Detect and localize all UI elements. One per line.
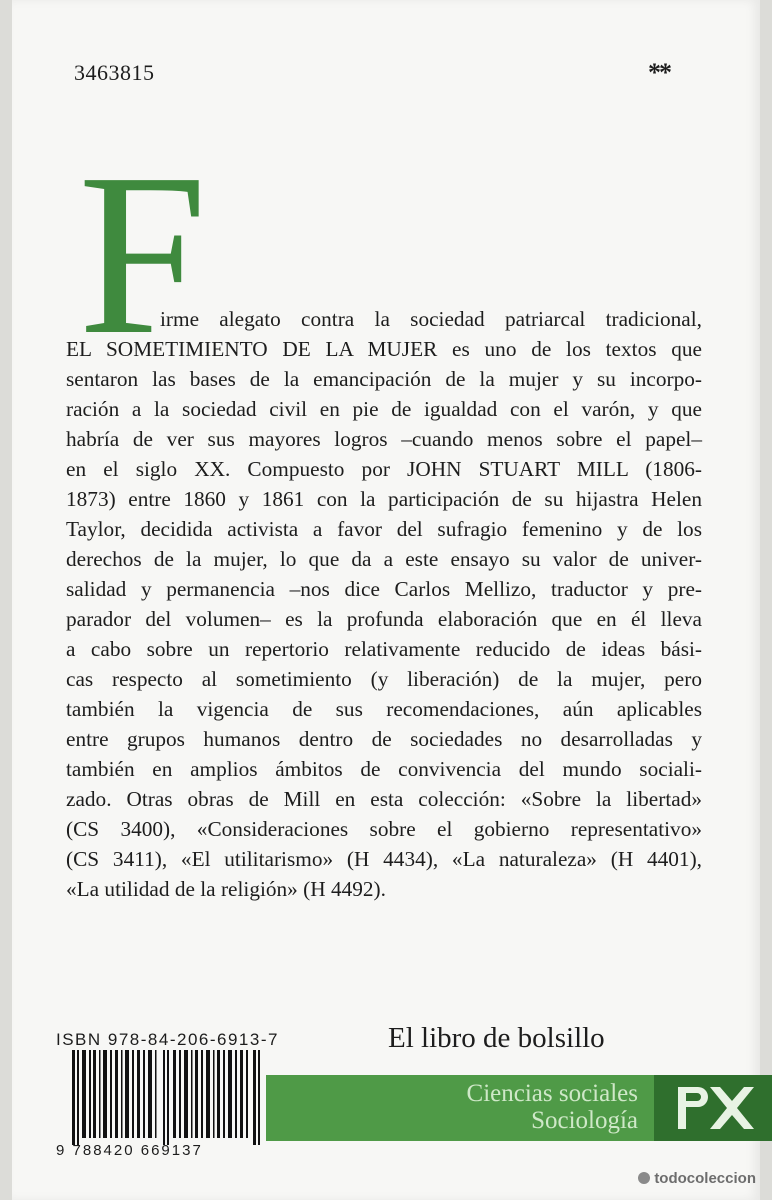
reference-number: 3463815 bbox=[74, 60, 155, 85]
barcode-icon bbox=[72, 1050, 262, 1145]
publisher-logo-icon bbox=[654, 1075, 772, 1141]
synopsis-line: también en amplios ámbitos de convivencia del mundo sociali- bbox=[66, 757, 702, 781]
synopsis-line: en el siglo XX. Compuesto por JOHN STUART MILL (1806- bbox=[66, 457, 702, 481]
site-watermark bbox=[638, 1170, 756, 1187]
category-band bbox=[266, 1075, 772, 1141]
synopsis-line: zado. Otras obras de Mill en esta colección: «Sobre la libertad» bbox=[66, 787, 702, 811]
isbn-label: ISBN 978-84-206-6913-7 bbox=[56, 1030, 279, 1049]
synopsis-line: derechos de la mujer, lo que da a este ensayo su valor de univer- bbox=[66, 547, 702, 571]
category-label: Ciencias sociales bbox=[466, 1080, 638, 1107]
synopsis-line: (CS 3411), «El utilitarismo» (H 4434), «La naturaleza» (H 4401), bbox=[66, 847, 702, 871]
synopsis-line: (CS 3400), «Consideraciones sobre el gobierno representativo» bbox=[66, 817, 702, 841]
rating-stars: ** bbox=[648, 58, 670, 87]
synopsis-line: salidad y permanencia –nos dice Carlos Mellizo, traductor y pre- bbox=[66, 577, 702, 601]
synopsis-line: Taylor, decidida activista a favor del sufragio femenino y de los bbox=[66, 517, 702, 541]
synopsis-line: a cabo sobre un repertorio relativamente reducido de ideas bási- bbox=[66, 637, 702, 661]
synopsis-line: irme alegato contra la sociedad patriarcal tradicional, bbox=[160, 307, 702, 331]
synopsis-line: habría de ver sus mayores logros –cuando menos sobre el papel– bbox=[66, 427, 702, 451]
synopsis-line: ración a la sociedad civil en pie de igualdad con el varón, y que bbox=[66, 397, 702, 421]
watermark-dot-icon bbox=[638, 1172, 650, 1184]
series-title: El libro de bolsillo bbox=[388, 1022, 605, 1054]
synopsis-line: EL SOMETIMIENTO DE LA MUJER es uno de los textos que bbox=[66, 337, 702, 361]
synopsis-line: sentaron las bases de la emancipación de la mujer y su incorpo- bbox=[66, 367, 702, 391]
drop-cap-letter: F bbox=[78, 126, 208, 383]
synopsis-line: también la vigencia de sus recomendaciones, aún aplicables bbox=[66, 697, 702, 721]
synopsis-text bbox=[66, 304, 702, 904]
synopsis-line: 1873) entre 1860 y 1861 con la participación de su hijastra Helen bbox=[66, 487, 702, 511]
synopsis-line: entre grupos humanos dentro de sociedades no desarrolladas y bbox=[66, 727, 702, 751]
watermark-text: todocoleccion bbox=[654, 1170, 756, 1187]
barcode-number: 9 788420 669137 bbox=[56, 1142, 203, 1159]
synopsis-line: cas respecto al sometimiento (y liberación) de la mujer, pero bbox=[66, 667, 702, 691]
subcategory-label: Sociología bbox=[531, 1107, 638, 1134]
synopsis-line: «La utilidad de la religión» (H 4492). bbox=[66, 877, 386, 901]
book-back-cover bbox=[12, 0, 760, 1200]
synopsis-line: parador del volumen– es la profunda elaboración que en él lleva bbox=[66, 607, 702, 631]
